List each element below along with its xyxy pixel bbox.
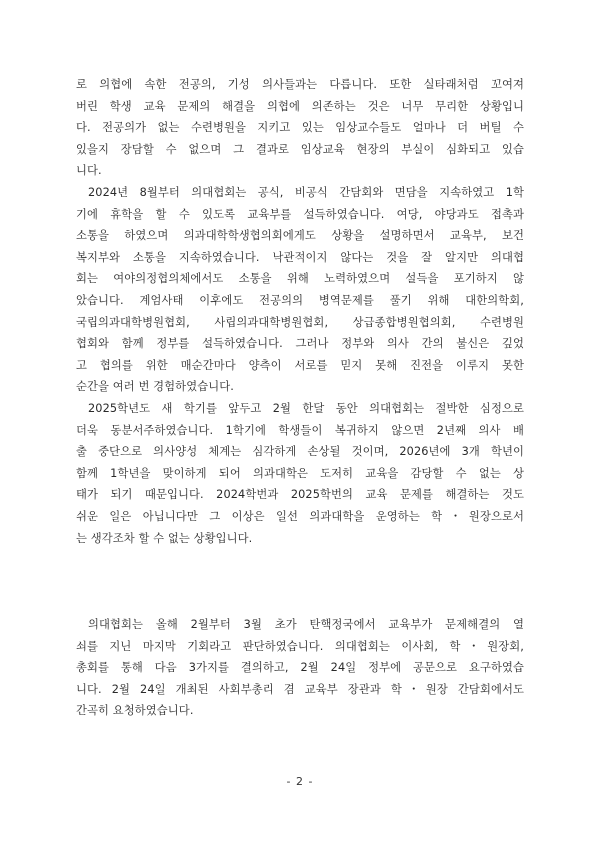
- text-line: 쉬운 일은 아닙니다만 그 이상은 일선 의과대학을 운영하는 학・원장으로서: [76, 509, 524, 523]
- text-line: 총회를 통해 다음 3가지를 결의하고, 2월 24일 정부에 공문으로 요구하였습: [76, 661, 524, 675]
- text-line: 협회와 함께 정부를 설득하였습니다. 그러나 정부와 의사 간의 불신은 깊었: [76, 337, 524, 351]
- text-line: 고 협의를 위한 매순간마다 양측이 서로를 믿지 못해 진전을 이루지 못한: [76, 358, 524, 372]
- text-line: 았습니다. 계엄사태 이후에도 전공의의 병역문제를 풀기 위해 대한의학회,: [76, 293, 524, 307]
- text-line: 로 의협에 속한 전공의, 기성 의사들과는 다릅니다. 또한 실타래처럼 꼬여져: [76, 78, 524, 91]
- text-line: 니다.: [76, 164, 102, 178]
- paragraph-1: [76, 74, 524, 182]
- text-line: 함께 1학년을 맞이하게 되어 의과대학은 도저히 교육을 감당할 수 없는 상: [76, 466, 524, 480]
- page-number: - 2 -: [286, 775, 314, 788]
- text-line: 다. 전공의가 없는 수련병원을 지키고 있는 임상교수들도 얼마나 더 버틸 수: [76, 121, 524, 135]
- text-line: 버린 학생 교육 문제의 해결을 의협에 의존하는 것은 너무 무리한 상황입니: [76, 99, 524, 113]
- paragraph-3: [76, 398, 524, 549]
- text-line: 는 생각조차 할 수 없는 상황입니다.: [76, 531, 253, 545]
- text-line: 태가 되기 때문입니다. 2024학번과 2025학번의 교육 문제를 해결하는 것도: [76, 488, 524, 502]
- text-line: 소통을 하였으며 의과대학학생협의회에게도 상황을 설명하면서 교육부, 보건: [76, 229, 524, 243]
- text-line: 2024년 8월부터 의대협회는 공식, 비공식 간담회와 면담을 지속하였고 1학: [88, 186, 524, 199]
- paragraph-2: [76, 182, 524, 398]
- text-line: 더욱 동분서주하였습니다. 1학기에 학생들이 복귀하지 않으면 2년째 의사 배: [76, 423, 524, 437]
- text-line: 순간을 여러 번 경험하였습니다.: [76, 380, 234, 394]
- text-line: 쇠를 지닌 마지막 기회라고 판단하였습니다. 의대협회는 이사회, 학・원장회,: [76, 639, 524, 653]
- text-line: 2025학년도 새 학기를 앞두고 2월 한달 동안 의대협회는 절박한 심정으로: [88, 402, 524, 415]
- text-line: 있을지 장담할 수 없으며 그 결과로 임상교육 현장의 부실이 심화되고 있습: [76, 142, 524, 156]
- text-line: 출 중단으로 의사양성 체계는 심각하게 손상될 것이며, 2026년에 3개 학년이: [76, 445, 524, 459]
- text-line: 회는 여야의정협의체에서도 소통을 위해 노력하였으며 설득을 포기하지 않: [76, 272, 524, 286]
- text-line: 복지부와 소통을 지속하였습니다. 낙관적이지 않다는 것을 잘 알지만 의대협: [76, 250, 524, 264]
- text-line: 니다. 2월 24일 개최된 사회부총리 겸 교육부 장관과 학・원장 간담회에서도: [76, 682, 524, 696]
- paragraph-4: [76, 614, 524, 722]
- text-line: 간곡히 요청하였습니다.: [76, 704, 194, 718]
- text-line: 국립의과대학병원협회, 사립의과대학병원협회, 상급종합병원협의회, 수련병원: [76, 315, 524, 329]
- text-line: 의대협회는 올해 2월부터 3월 초가 탄핵정국에서 교육부가 문제해결의 열: [88, 618, 524, 631]
- text-line: 기에 휴학을 할 수 있도록 교육부를 설득하였습니다. 여당, 야당과도 접촉과: [76, 207, 524, 221]
